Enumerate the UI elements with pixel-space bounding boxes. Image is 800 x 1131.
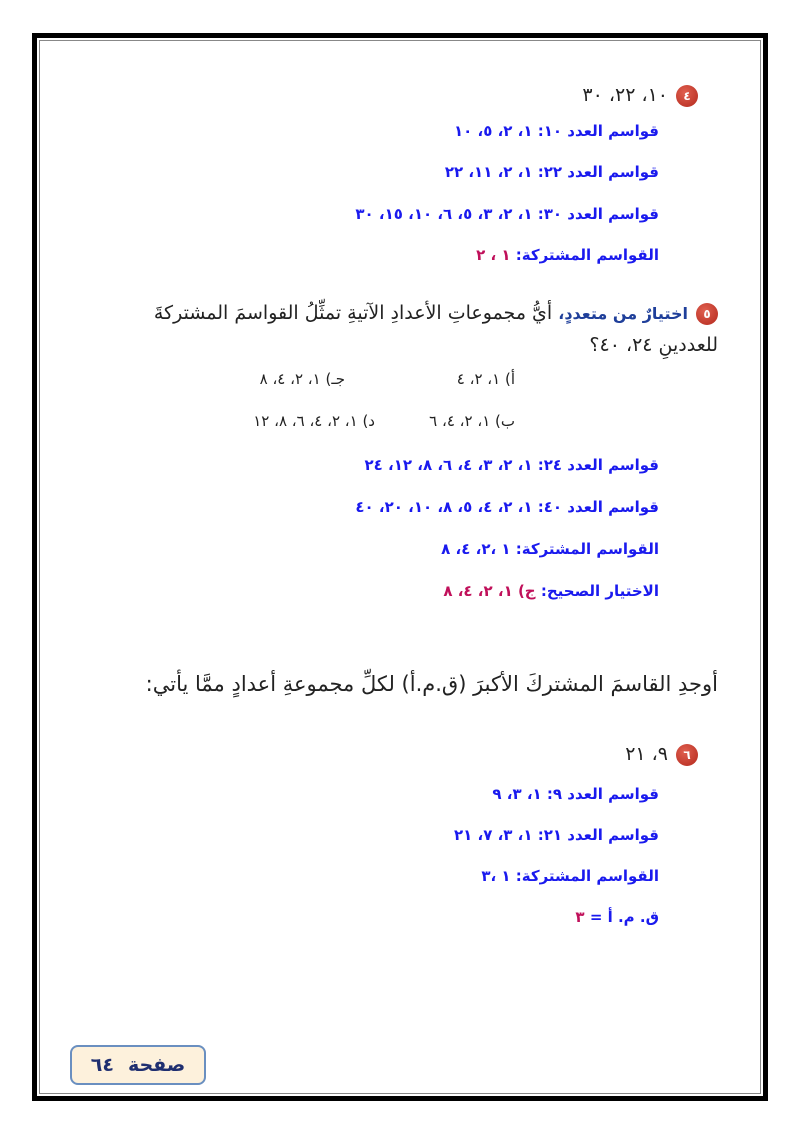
q5-prompt-line2: للعددينِ ٢٤، ٤٠؟ — [589, 334, 718, 356]
q6-prompt — [625, 743, 698, 766]
q5-option-c: جـ) ١، ٢، ٤، ٨ — [259, 370, 345, 388]
q5-option-b: ب) ١، ٢، ٤، ٦ — [429, 412, 515, 430]
q5-number-badge: ٥ — [696, 303, 718, 325]
q5-answer-label: الاختيار الصحيح: — [540, 582, 659, 600]
q4-common-label: القواسم المشتركة: — [515, 246, 659, 264]
section-heading: أوجدِ القاسمَ المشتركَ الأكبرَ (ق.م.أ) لكلِّ مجموعةِ أعدادٍ ممَّا يأتي: — [145, 672, 718, 696]
q4-common-value: ١ ، ٢ — [476, 246, 511, 264]
q4-numbers: ١٠، ٢٢، ٣٠ — [582, 84, 668, 106]
q5-answer-value: ج) ١، ٢، ٤، ٨ — [443, 582, 536, 600]
q6-gcf-value: ٣ — [575, 908, 585, 926]
q4-line: قواسم العدد ١٠: ١، ٢، ٥، ١٠ — [453, 122, 659, 140]
q6-number-badge: ٦ — [676, 744, 698, 766]
q6-numbers: ٩، ٢١ — [625, 743, 668, 765]
q6-gcf-label: ق. م. أ = — [589, 908, 659, 926]
q5-prompt-text: أيُّ مجموعاتِ الأعدادِ الآتيةِ تمثِّلُ القواسمَ المشتركةَ — [153, 302, 553, 324]
page-number-tag — [70, 1045, 206, 1085]
q4-number-badge: ٤ — [676, 85, 698, 107]
q5-keyword: اختيارٌ من متعددٍ، — [558, 304, 688, 323]
q5-prompt-line1 — [154, 302, 718, 325]
q6-line: قواسم العدد ٩: ١، ٣، ٩ — [492, 785, 659, 803]
q6-gcf — [575, 908, 659, 926]
page-label: صفحة — [127, 1054, 186, 1076]
q5-option-d: د) ١، ٢، ٤، ٦، ٨، ١٢ — [253, 412, 375, 430]
q5-line: قواسم العدد ٢٤: ١، ٢، ٣، ٤، ٦، ٨، ١٢، ٢٤ — [364, 456, 659, 474]
q5-option-a: أ) ١، ٢، ٤ — [456, 370, 515, 388]
q6-line: قواسم العدد ٢١: ١، ٣، ٧، ٢١ — [453, 826, 659, 844]
page-number: ٦٤ — [90, 1054, 114, 1076]
page-border-inner — [39, 40, 761, 1094]
q4-prompt — [582, 84, 698, 107]
q6-line: القواسم المشتركة: ١ ،٣ — [481, 867, 659, 885]
q5-line: القواسم المشتركة: ١ ،٢، ٤، ٨ — [441, 540, 659, 558]
q4-line: قواسم العدد ٣٠: ١، ٢، ٣، ٥، ٦، ١٠، ١٥، ٣٠ — [355, 205, 659, 223]
q4-line: قواسم العدد ٢٢: ١، ٢، ١١، ٢٢ — [444, 163, 659, 181]
q5-line: قواسم العدد ٤٠: ١، ٢، ٤، ٥، ٨، ١٠، ٢٠، ٤٠ — [355, 498, 659, 516]
q5-answer — [443, 582, 659, 600]
q4-common — [476, 246, 659, 264]
